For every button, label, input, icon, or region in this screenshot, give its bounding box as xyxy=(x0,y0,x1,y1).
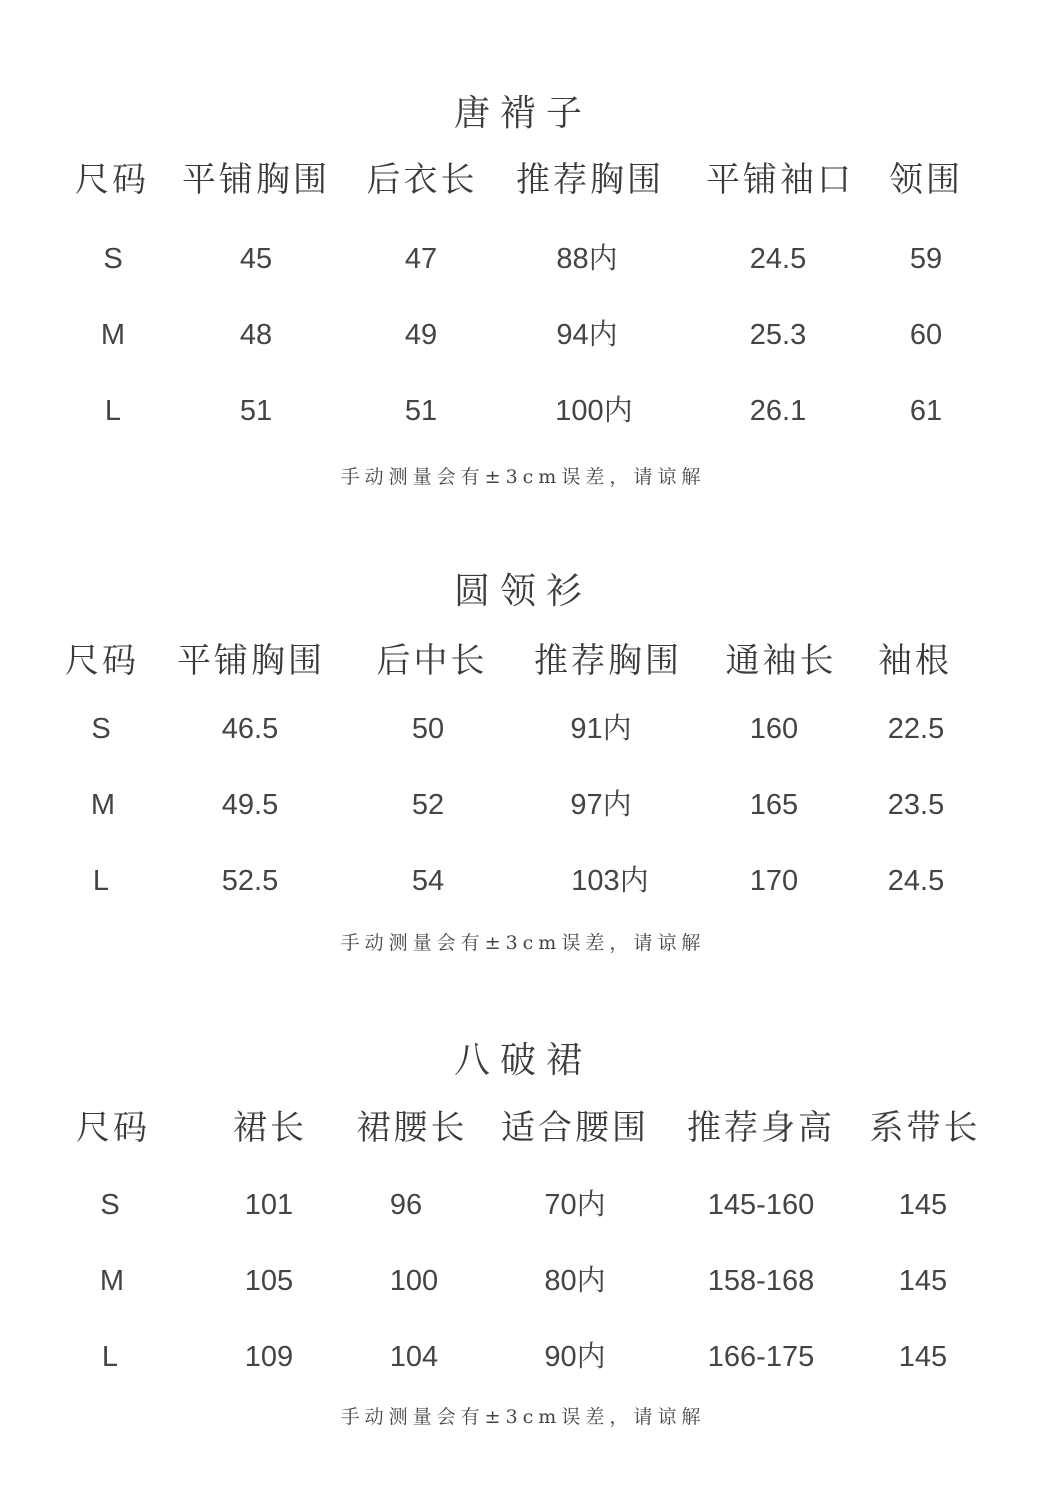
header-col-3: 裙腰长 xyxy=(356,1108,468,1148)
cell: 47 xyxy=(404,243,438,275)
cell: 25.3 xyxy=(749,319,807,351)
cell: 100内 xyxy=(555,395,633,427)
header-size: 尺码 xyxy=(76,1108,150,1148)
cell: 104 xyxy=(389,1341,439,1373)
table-row xyxy=(0,1180,1046,1230)
cell: 49.5 xyxy=(221,789,279,821)
cell: 101 xyxy=(244,1189,294,1221)
cell: 170 xyxy=(749,865,799,897)
cell: 90内 xyxy=(544,1341,606,1373)
header-col-5: 平铺袖口 xyxy=(706,160,854,200)
cell: 60 xyxy=(909,319,943,351)
header-col-6: 袖根 xyxy=(878,641,952,681)
cell: 23.5 xyxy=(887,789,945,821)
table-header-row xyxy=(0,155,1046,205)
cell-size: L xyxy=(92,865,110,897)
table-header-row xyxy=(0,636,1046,686)
cell: 100 xyxy=(389,1265,439,1297)
measurement-note: 手动测量会有±3cm误差，请谅解 xyxy=(340,466,706,488)
cell: 26.1 xyxy=(749,395,807,427)
cell: 54 xyxy=(411,865,445,897)
cell: 158-168 xyxy=(707,1265,815,1297)
cell: 145 xyxy=(898,1341,948,1373)
header-size: 尺码 xyxy=(65,641,139,681)
cell: 24.5 xyxy=(749,243,807,275)
cell-size: S xyxy=(100,1189,120,1221)
header-col-4: 推荐胸围 xyxy=(534,641,682,681)
cell: 94内 xyxy=(556,319,618,351)
table-title: 八破裙 xyxy=(453,1040,592,1081)
table-title: 圆领衫 xyxy=(453,571,592,612)
cell: 165 xyxy=(749,789,799,821)
cell-size: L xyxy=(104,395,122,427)
table-title: 唐褙子 xyxy=(453,93,592,134)
cell: 145 xyxy=(898,1265,948,1297)
cell: 160 xyxy=(749,713,799,745)
measurement-note: 手动测量会有±3cm误差，请谅解 xyxy=(340,1406,706,1428)
measurement-note: 手动测量会有±3cm误差，请谅解 xyxy=(340,932,706,954)
cell: 24.5 xyxy=(887,865,945,897)
cell: 91内 xyxy=(570,713,632,745)
table-row xyxy=(0,1256,1046,1306)
table-row xyxy=(0,386,1046,436)
cell: 97内 xyxy=(570,789,632,821)
cell-size: S xyxy=(103,243,123,275)
header-col-2: 平铺胸围 xyxy=(182,160,330,200)
table-row xyxy=(0,310,1046,360)
cell: 48 xyxy=(239,319,273,351)
header-col-5: 推荐身高 xyxy=(687,1108,835,1148)
cell: 145 xyxy=(898,1189,948,1221)
cell: 51 xyxy=(239,395,273,427)
header-col-3: 后中长 xyxy=(376,641,488,681)
cell: 22.5 xyxy=(887,713,945,745)
cell: 105 xyxy=(244,1265,294,1297)
table-row xyxy=(0,234,1046,284)
cell: 80内 xyxy=(544,1265,606,1297)
cell: 51 xyxy=(404,395,438,427)
table-row xyxy=(0,780,1046,830)
table-row xyxy=(0,1332,1046,1382)
header-col-4: 适合腰围 xyxy=(501,1108,649,1148)
cell: 46.5 xyxy=(221,713,279,745)
cell: 52.5 xyxy=(221,865,279,897)
cell-size: M xyxy=(90,789,116,821)
header-col-2: 平铺胸围 xyxy=(177,641,325,681)
cell-size: S xyxy=(91,713,111,745)
cell: 88内 xyxy=(556,243,618,275)
cell: 166-175 xyxy=(707,1341,815,1373)
header-col-6: 领围 xyxy=(889,160,963,200)
cell: 70内 xyxy=(544,1189,606,1221)
cell: 145-160 xyxy=(707,1189,815,1221)
cell: 103内 xyxy=(571,865,649,897)
header-size: 尺码 xyxy=(75,160,149,200)
header-col-2: 裙长 xyxy=(233,1108,307,1148)
cell: 96 xyxy=(389,1189,423,1221)
table-header-row xyxy=(0,1103,1046,1153)
cell: 49 xyxy=(404,319,438,351)
cell: 61 xyxy=(909,395,943,427)
cell: 52 xyxy=(411,789,445,821)
cell-size: L xyxy=(101,1341,119,1373)
cell: 59 xyxy=(909,243,943,275)
header-col-4: 推荐胸围 xyxy=(516,160,664,200)
table-row xyxy=(0,856,1046,906)
cell: 109 xyxy=(244,1341,294,1373)
table-row xyxy=(0,704,1046,754)
cell-size: M xyxy=(100,319,126,351)
header-col-3: 后衣长 xyxy=(366,160,478,200)
cell: 45 xyxy=(239,243,273,275)
cell: 50 xyxy=(411,713,445,745)
cell-size: M xyxy=(99,1265,125,1297)
header-col-6: 系带长 xyxy=(869,1108,981,1148)
header-col-5: 通袖长 xyxy=(725,641,837,681)
